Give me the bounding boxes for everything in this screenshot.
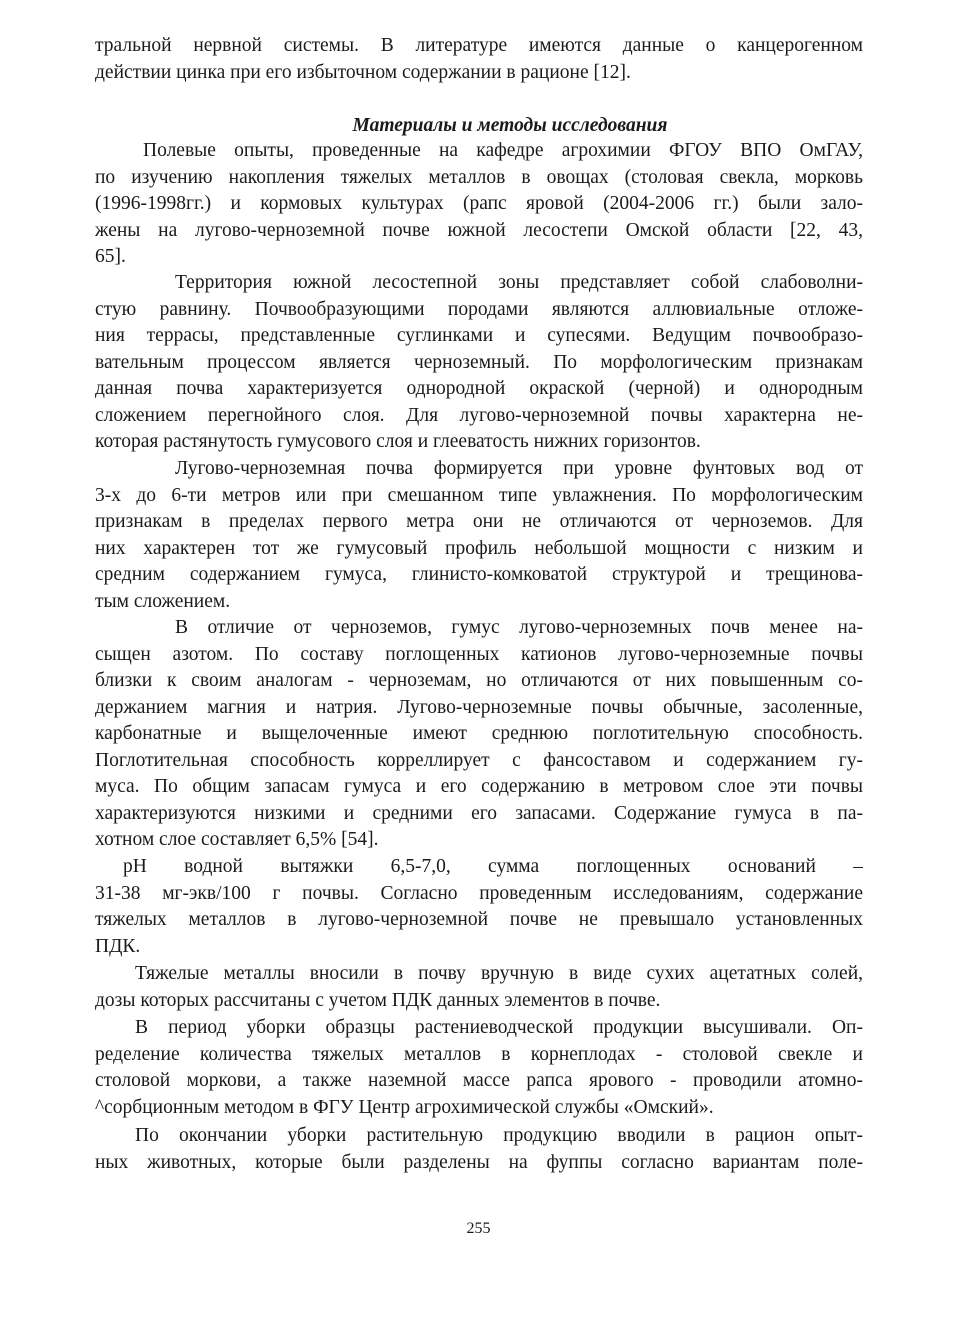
text-line: тяжелых металлов в лугово-черноземной почве не превышало установленных	[95, 909, 863, 930]
text-line: (1996-1998гг.) и кормовых культурах (рапс яровой (2004-2006 гг.) были зало-	[95, 193, 863, 214]
text-line: муса. По общим запасам гумуса и его содержанию в метровом слое эти почвы	[95, 776, 863, 797]
text-line: 65].	[95, 246, 126, 267]
paragraph-ph	[95, 854, 863, 960]
page-number: 255	[466, 1220, 491, 1237]
text-line: Тяжелые металлы вносили в почву вручную в виде сухих ацетатных солей,	[135, 963, 863, 984]
paragraph-ration	[95, 1123, 863, 1176]
paragraph-soil-formation	[95, 456, 863, 615]
text-line: столовой моркови, а также наземной массе рапса ярового - проводили атомно-	[95, 1070, 863, 1091]
section-heading: Материалы и методы исследования	[352, 115, 668, 136]
text-line: признакам в пределах первого метра они не отличаются от черноземов. Для	[95, 511, 863, 532]
text-line: держанием магния и натрия. Лугово-черноземные почвы обычные, засоленные,	[95, 696, 863, 718]
text-line: хотном слое составляет 6,5% [54].	[95, 829, 379, 850]
text-line: близки к своим аналогам - черноземам, но отличаются от них повышенным со-	[95, 670, 863, 691]
text-line: которая растянутость гумусового слоя и глееватость нижних горизонтов.	[95, 431, 701, 452]
text-line: тым сложением.	[95, 590, 231, 612]
paragraph-territory	[95, 270, 863, 456]
text-line: По окончании уборки растительную продукцию вводили в рацион опыт-	[135, 1125, 863, 1146]
text-line: вательным процессом является черноземный. По морфологическим признакам	[95, 351, 863, 373]
paragraph-heavy-metals	[95, 961, 863, 1014]
text-line: ния террасы, представленные суглинками и супесями. Ведущим почвообразо-	[95, 325, 863, 346]
text-line: действии цинка при его избыточном содержании в рационе [12].	[95, 61, 631, 83]
paragraph-harvest	[95, 1015, 863, 1121]
text-line: pH водной вытяжки 6,5-7,0, сумма поглощенных оснований –	[123, 856, 863, 877]
text-line: В отличие от черноземов, гумус лугово-черноземных почв менее на-	[175, 617, 863, 638]
intro-paragraph	[95, 33, 863, 86]
text-line: Поглотительная способность корреллирует с фансоставом и содержанием гу-	[95, 749, 863, 771]
text-line: сыщен азотом. По составу поглощенных катионов лугово-черноземные почвы	[95, 643, 863, 665]
text-line: ^сорбционным методом в ФГУ Центр агрохимической службы «Омский».	[95, 1096, 714, 1118]
text-line: Лугово-черноземная почва формируется при уровне фунтовых вод от	[175, 458, 863, 479]
text-line: данная почва характеризуется однородной окраской (черной) и однородным	[95, 378, 863, 399]
text-line: ных животных, которые были разделены на фуппы согласно вариантам поле-	[95, 1151, 863, 1173]
text-line: стую равнину. Почвообразующими породами являются аллювиальные отложе-	[95, 298, 863, 320]
text-line: 3-х до 6-ти метров или при смешанном типе увлажнения. По морфологическим	[95, 484, 863, 506]
text-line: В период уборки образцы растениеводческой продукции высушивали. Оп-	[135, 1017, 863, 1038]
text-line: сложением перегнойного слоя. Для лугово-черноземной почвы характерна не-	[95, 404, 863, 426]
text-line: Территория южной лесостепной зоны представляет собой слабоволни-	[175, 272, 863, 293]
paragraph-field-experiments	[95, 138, 863, 271]
paragraph-humus	[95, 615, 863, 854]
text-line: них характерен тот же гумусовый профиль небольшой мощности с низким и	[95, 537, 863, 559]
text-line: 31-38 мг-экв/100 г почвы. Согласно проведенным исследованиям, содержание	[95, 882, 863, 904]
text-line: жены на лугово-черноземной почве южной лесостепи Омской области [22, 43,	[95, 219, 863, 241]
text-line: Полевые опыты, проведенные на кафедре агрохимии ФГОУ ВПО ОмГАУ,	[143, 140, 863, 161]
text-line: средним содержанием гумуса, глинисто-комковатой структурой и трещинова-	[95, 564, 863, 585]
text-line: по изучению накопления тяжелых металлов в овощах (столовая свекла, морковь	[95, 166, 863, 188]
text-line: ределение количества тяжелых металлов в корнеплодах - столовой свекле и	[95, 1043, 863, 1065]
text-line: карбонатные и выщелоченные имеют среднюю поглотительную способность.	[95, 723, 863, 744]
text-line: тральной нервной системы. В литературе имеются данные о канцерогенном	[95, 35, 863, 56]
text-line: дозы которых рассчитаны с учетом ПДК данных элементов в почве.	[95, 989, 661, 1011]
text-line: ПДК.	[95, 935, 141, 957]
text-line: характеризуются низкими и средними его запасами. Содержание гумуса в па-	[95, 802, 863, 824]
